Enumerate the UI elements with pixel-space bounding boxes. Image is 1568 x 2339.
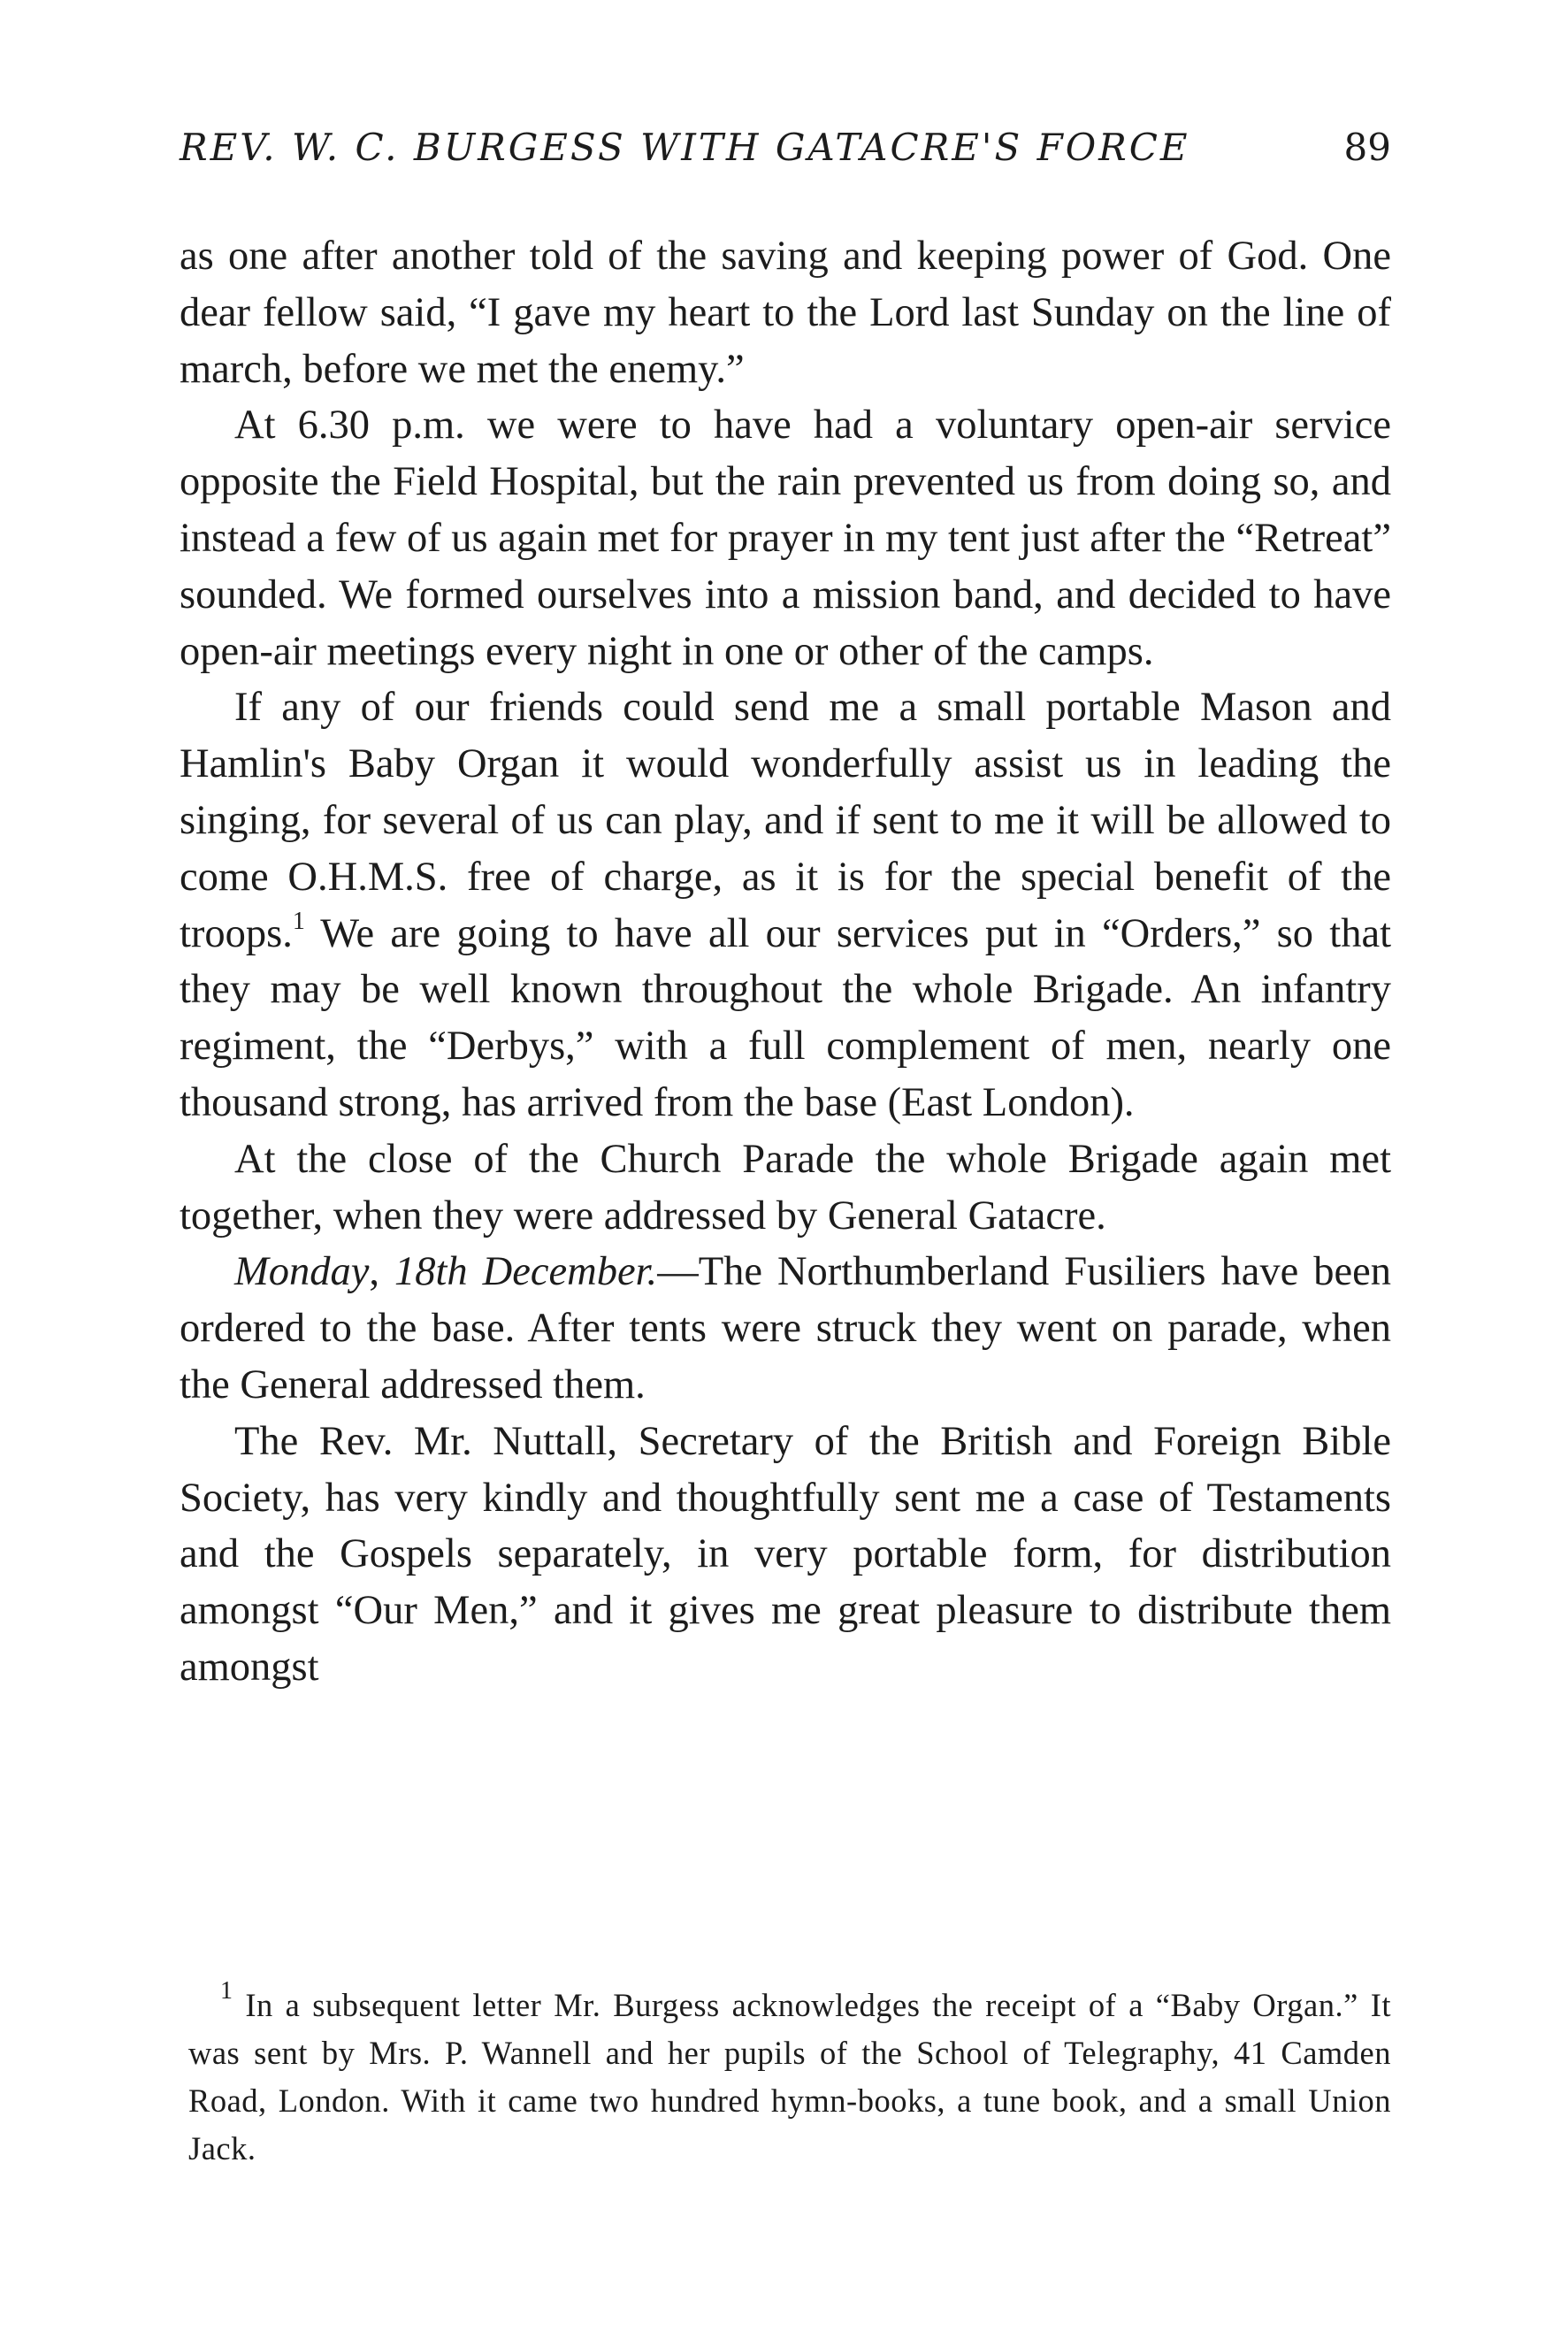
footnote-marker: 1: [220, 1977, 233, 2005]
paragraph-church-parade: At the close of the Church Parade the whole Brigade again met together, when they were addressed by General Gatacre.: [180, 1136, 1391, 1239]
footnote-paragraph: [188, 1977, 1391, 2173]
entry-date-number: 18: [394, 1249, 436, 1295]
paragraph-text: —The Northumberland Fusiliers have been ordered to the base. After tents were struck they went on parade, when the General addressed them.: [180, 1249, 1391, 1407]
entry-separator: ,: [369, 1249, 394, 1295]
footnote-text: In a subsequent letter Mr. Burgess acknowledges the receipt of a “Baby Organ.” It was sent by Mrs. P. Wannell and her pupils of the School of Telegraphy, 41 Camden Road, London. With it came two hundred hymn-books, a tune book, and a small Union Jack.: [188, 1987, 1391, 2166]
paragraph-open-air-service: At 6.30 p.m. we were to have had a voluntary open-air service opposite the Field Hospital, but the rain prevented us from doing so, and instead a few of us again met for prayer in my tent just after the “Retreat” sounded. We formed ourselves into a mission band, and decided to have open-air meetings every night in one or other of the camps.: [180, 403, 1391, 674]
entry-date-suffix: th: [435, 1249, 468, 1295]
entry-day: Monday: [234, 1249, 370, 1295]
paragraph-baby-organ: [180, 679, 1391, 1131]
footnote: [188, 1977, 1391, 2173]
footnote-reference: 1: [292, 907, 305, 935]
paragraph-continued: as one after another told of the saving and keeping power of God. One dear fellow said, “I gave my heart to the Lord last Sunday on the line of march, before we met the enemy.”: [180, 234, 1391, 392]
page-header: [180, 126, 1391, 188]
body-text: [180, 228, 1391, 1696]
paragraph-text: If any of our friends could send me a small portable Mason and Hamlin's Baby Organ it would wonderfully assist us in leading the singing, for several of us can play, and if sent to me it will be allowed to come O.H.M.S. free of charge, as it is for the special benefit of the troops.: [180, 685, 1391, 956]
paragraph-monday-entry: [180, 1244, 1391, 1413]
paragraph-bible-society: The Rev. Mr. Nuttall, Secretary of the British and Foreign Bible Society, has very kindly and thoughtfully sent me a case of Testaments and the Gospels separately, in very portable form, for distribution amongst “Our Men,” and it gives me great pleasure to distribute them amongst: [180, 1418, 1391, 1690]
paragraph-text: We are going to have all our services put in “Orders,” so that they may be well known throughout the whole Brigade. An infantry regiment, the “Derbys,” with a full complement of men, nearly one thousand strong, has arrived from the base (East London).: [180, 910, 1391, 1125]
running-head: REV. W. C. BURGESS WITH GATACRE'S FORCE: [180, 126, 1190, 169]
entry-month: December.: [467, 1249, 658, 1295]
page-number: 89: [1343, 126, 1391, 169]
